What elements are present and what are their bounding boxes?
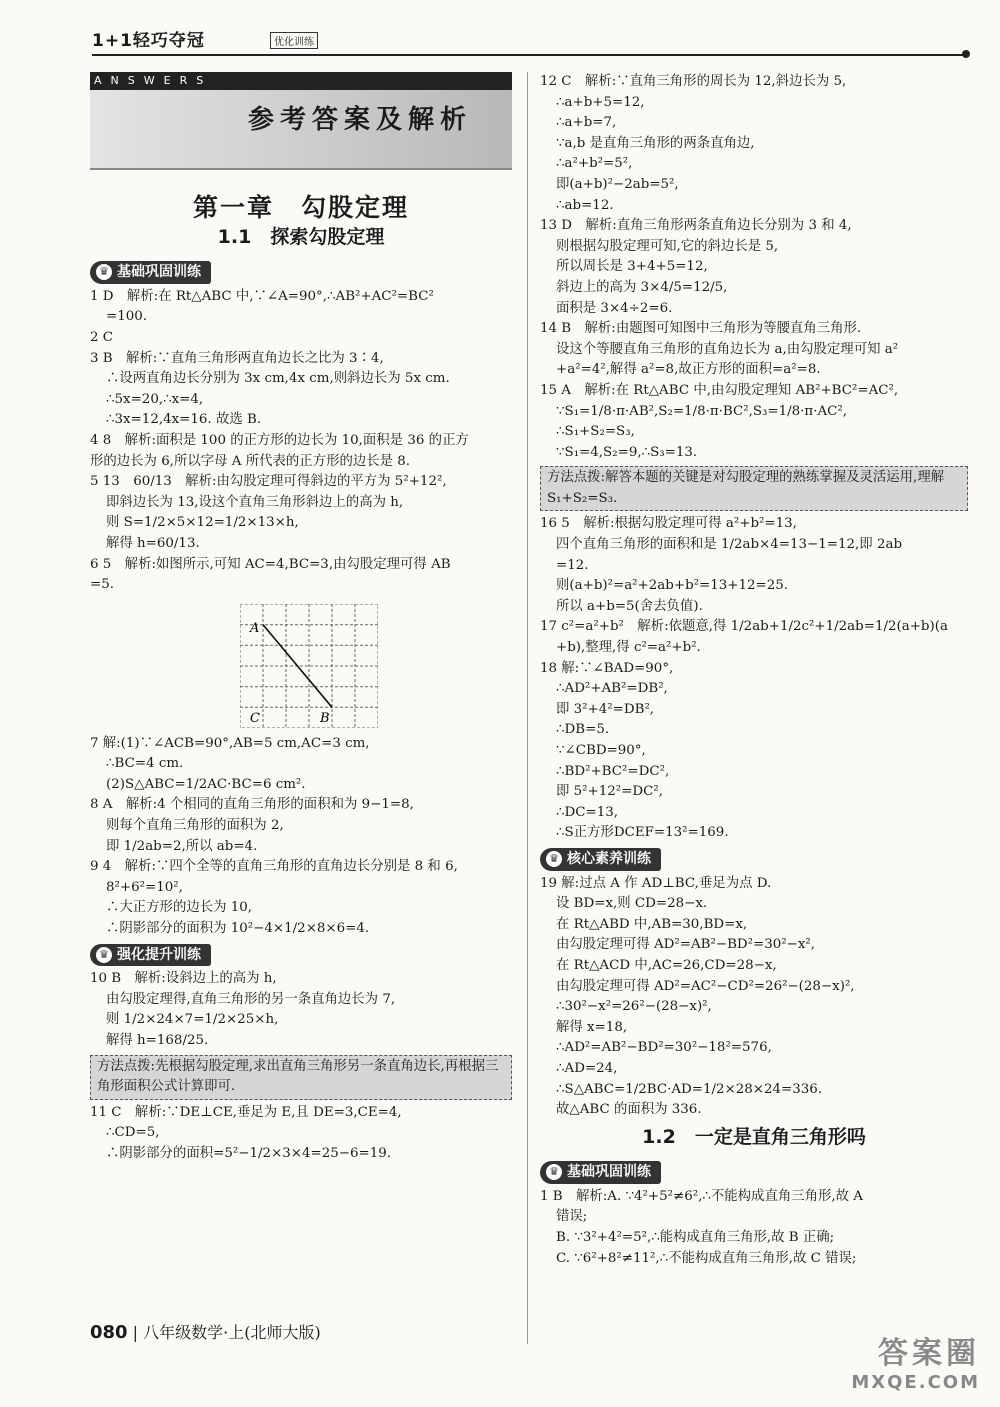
answer-line: ∴a²+b²=5²,	[556, 156, 633, 172]
brand-logo: 1+1轻巧夺冠	[92, 31, 205, 51]
method-tip-2: 方法点拨:解答本题的关键是对勾股定理的熟练掌握及灵活运用,理解 S₁+S₂=S₃.	[540, 466, 968, 511]
page-title: 参考答案及解析	[247, 105, 472, 135]
answer-line: 19 解:过点 A 作 AD⊥BC,垂足为点 D.	[540, 875, 772, 891]
answers-block-b	[90, 734, 512, 940]
answer-line: ∴S正方形DCEF=13²=169.	[556, 825, 729, 841]
answer-line: 错误;	[556, 1209, 588, 1225]
page-footer: 080 | 八年级数学·上(北师大版)	[90, 1322, 321, 1343]
answer-line: 则每个直角三角形的面积为 2,	[106, 818, 284, 834]
answer-line: 12 C 解析:∵直角三角形的周长为 12,斜边长为 5,	[540, 74, 847, 89]
answer-line: ∴S△ABC=1/2BC·AD=1/2×28×24=336.	[556, 1081, 823, 1097]
answer-line: ∴ab=12.	[556, 197, 614, 213]
brand-tag: 优化训练	[270, 32, 318, 49]
answers-block-c	[90, 969, 512, 1051]
answer-line: 8²+6²=10²,	[106, 879, 183, 895]
crown-icon: ♛	[546, 1164, 562, 1180]
header-rule	[92, 54, 966, 56]
answer-line: ∴DB=5.	[556, 722, 610, 738]
answer-line: ∴BD²+BC²=DC²,	[556, 763, 670, 779]
answer-line: ∴AD²=AB²−BD²=30²−18²=576,	[556, 1040, 772, 1056]
answer-line: 6 5 解析:如图所示,可知 AC=4,BC=3,由勾股定理可得 AB	[90, 556, 451, 572]
column-divider	[527, 72, 528, 1344]
method-tip-1: 方法点拨:先根据勾股定理,求出直角三角形另一条直角边长,再根据三角形面积公式计算即可.	[90, 1055, 512, 1100]
answer-line: +a²=4²,解得 a²=8,故正方形的面积=a²=8.	[556, 362, 821, 378]
answer-line: ∴30²−x²=26²−(28−x)²,	[556, 999, 712, 1015]
left-column	[90, 72, 512, 1165]
right-column	[540, 72, 968, 1269]
answers-bar: ANSWERS	[90, 72, 512, 90]
answer-line: 18 解:∵∠BAD=90°,	[540, 660, 674, 676]
answer-line: 面积是 3×4÷2=6.	[556, 300, 673, 316]
answer-line: 5 13 60/13 解析:由勾股定理可得斜边的平方为 5²+12²,	[90, 474, 447, 490]
tag-basic-2: ♛ 基础巩固训练	[540, 1161, 661, 1184]
title-banner	[90, 90, 512, 170]
answer-line: ∴阴影部分的面积为 10²−4×1/2×8×6=4.	[106, 921, 370, 937]
answer-line: ∵S₁=1/8·π·AB²,S₂=1/8·π·BC²,S₃=1/8·π·AC²,	[556, 403, 848, 419]
answer-line: 所以 a+b=5(舍去负值).	[556, 598, 703, 614]
answer-line: 则(a+b)²=a²+2ab+b²=13+12=25.	[556, 578, 789, 594]
answer-line: 10 B 解析:设斜边上的高为 h,	[90, 971, 277, 987]
answer-line: 9 4 解析:∵四个全等的直角三角形的直角边长分别是 8 和 6,	[90, 859, 458, 875]
answer-line: 13 D 解析:直角三角形两条直角边长分别为 3 和 4,	[540, 218, 852, 234]
answer-line: 由勾股定理可得 AD²=AC²−CD²=26²−(28−x)²,	[556, 978, 855, 994]
answer-line: 解得 x=18,	[556, 1019, 628, 1035]
page-header	[92, 22, 966, 58]
answer-line: 即 5²+12²=DC²,	[556, 784, 663, 800]
answer-line: ∴a+b=7,	[556, 115, 617, 131]
answer-line: ∴AD²+AB²=DB²,	[556, 681, 668, 697]
answer-line: 即斜边长为 13,设这个直角三角形斜边上的高为 h,	[106, 494, 404, 510]
answer-line: 4 8 解析:面积是 100 的正方形的边长为 10,面积是 36 的正方	[90, 432, 469, 448]
grid-figure	[240, 604, 378, 728]
watermark-logo	[851, 1328, 980, 1393]
answer-line: 解得 h=60/13.	[106, 535, 200, 551]
answers-block-h	[540, 1187, 968, 1269]
watermark-line1: 答案圈	[878, 1336, 980, 1371]
answer-line: ∴S₁+S₂=S₃,	[556, 424, 635, 440]
point-c-label: C	[250, 710, 260, 726]
answers-block-a	[90, 287, 512, 596]
answer-line: =100.	[106, 309, 148, 325]
answer-line: C. ∵6²+8²≠11²,∴不能构成直角三角形,故 C 错误;	[556, 1250, 857, 1266]
answer-line: =12.	[556, 557, 589, 573]
answer-line: 设这个等腰直角三角形的直角边长为 a,由勾股定理可知 a²	[556, 341, 899, 357]
answer-line: ∴DC=13,	[556, 804, 619, 820]
crown-icon: ♛	[96, 264, 112, 280]
answer-line: 1 D 解析:在 Rt△ABC 中,∵∠A=90°,∴AB²+AC²=BC²	[90, 288, 434, 304]
answer-line: 设 BD=x,则 CD=28−x.	[556, 896, 708, 912]
answer-line: ∴AD=24,	[556, 1060, 618, 1076]
answer-line: ∵∠CBD=90°,	[556, 743, 646, 758]
answer-line: 则 1/2×24×7=1/2×25×h,	[106, 1012, 279, 1028]
answer-line: 由勾股定理得,直角三角形的另一条直角边长为 7,	[106, 991, 396, 1007]
answer-line: 16 5 解析:根据勾股定理可得 a²+b²=13,	[540, 516, 797, 532]
answer-line: 即 3²+4²=DB²,	[556, 701, 655, 717]
answers-block-d	[90, 1103, 512, 1165]
point-b-label: B	[320, 710, 330, 726]
answer-line: 即(a+b)²−2ab=5²,	[556, 176, 679, 192]
answer-line: 15 A 解析:在 Rt△ABC 中,由勾股定理知 AB²+BC²=AC²,	[540, 382, 899, 398]
answer-line: 14 B 解析:由题图可知图中三角形为等腰直角三角形.	[540, 321, 862, 337]
tag-basic: ♛ 基础巩固训练	[90, 261, 211, 284]
answer-line: ∴3x=12,4x=16. 故选 B.	[106, 412, 262, 428]
answer-line: 斜边上的高为 3×4/5=12/5,	[556, 279, 728, 295]
answer-line: 则 S=1/2×5×12=1/2×13×h,	[106, 515, 299, 531]
answer-line: 1 B 解析:A. ∵4²+5²≠6²,∴不能构成直角三角形,故 A	[540, 1188, 863, 1204]
answer-line: 则根据勾股定理可知,它的斜边长是 5,	[556, 238, 779, 254]
answer-line: 11 C 解析:∵DE⊥CE,垂足为 E,且 DE=3,CE=4,	[90, 1104, 402, 1120]
answer-line: (2)S△ABC=1/2AC·BC=6 cm².	[106, 776, 306, 792]
answer-line: ∴设两直角边长分别为 3x cm,4x cm,则斜边长为 5x cm.	[106, 371, 450, 387]
answers-block-e	[540, 72, 968, 463]
section-title-1-2: 1.2 一定是直角三角形吗	[642, 1125, 866, 1148]
answer-line: ∵S₁=4,S₂=9,∴S₃=13.	[556, 444, 698, 460]
answer-line: ∵a,b 是直角三角形的两条直角边,	[556, 135, 755, 151]
answer-line: 8 A 解析:4 个相同的直角三角形的面积和为 9−1=8,	[90, 797, 414, 813]
watermark-line2: MXQE.COM	[851, 1372, 980, 1393]
answer-line: ∴阴影部分的面积=5²−1/2×3×4=25−6=19.	[106, 1145, 391, 1161]
answer-line: 7 解:(1)∵∠ACB=90°,AB=5 cm,AC=3 cm,	[90, 735, 370, 751]
book-title: 八年级数学·上(北师大版)	[143, 1323, 321, 1342]
answer-line: 2 C	[90, 329, 114, 345]
answer-line: +b),整理,得 c²=a²+b².	[556, 640, 701, 656]
page-number: 080	[90, 1322, 128, 1343]
answer-line: 即 1/2ab=2,所以 ab=4.	[106, 838, 258, 854]
answers-block-g	[540, 874, 968, 1121]
tag-strengthen: ♛ 强化提升训练	[90, 944, 211, 967]
answer-line: 故△ABC 的面积为 336.	[556, 1102, 702, 1118]
point-a-label: A	[250, 620, 260, 636]
crown-icon: ♛	[96, 947, 112, 963]
answer-line: 在 Rt△ACD 中,AC=26,CD=28−x,	[556, 957, 777, 973]
answer-line: B. ∵3²+4²=5²,∴能构成直角三角形,故 B 正确;	[556, 1230, 835, 1246]
answer-line: ∴5x=20,∴x=4,	[106, 391, 204, 407]
crown-icon: ♛	[546, 851, 562, 867]
answer-line: 解得 h=168/25.	[106, 1033, 209, 1048]
answer-line: ∴大正方形的边长为 10,	[106, 900, 253, 916]
answers-block-f	[540, 514, 968, 844]
answer-line: =5.	[90, 577, 114, 593]
chapter-title: 第一章 勾股定理	[192, 193, 409, 222]
answer-line: 由勾股定理可得 AD²=AB²−BD²=30²−x²,	[556, 937, 816, 953]
tag-core: ♛ 核心素养训练	[540, 848, 661, 871]
answer-line: 四个直角三角形的面积和是 1/2ab×4=13−1=12,即 2ab	[556, 537, 903, 553]
section-title-1-1: 1.1 探索勾股定理	[217, 225, 385, 248]
answer-line: ∴BC=4 cm.	[106, 756, 184, 772]
header-dot	[962, 50, 970, 58]
answer-line: 在 Rt△ABD 中,AB=30,BD=x,	[556, 916, 748, 932]
answer-line: ∴a+b+5=12,	[556, 94, 645, 110]
answer-line: 3 B 解析:∵直角三角形两直角边长之比为 3∶4,	[90, 350, 384, 366]
answer-line: 形的边长为 6,所以字母 A 所代表的正方形的边长是 8.	[90, 453, 411, 469]
answer-line: 17 c²=a²+b² 解析:依题意,得 1/2ab+1/2c²+1/2ab=1/2(a+b)(a	[540, 619, 948, 635]
answer-line: 所以周长是 3+4+5=12,	[556, 259, 708, 275]
answer-line: ∴CD=5,	[106, 1125, 160, 1141]
